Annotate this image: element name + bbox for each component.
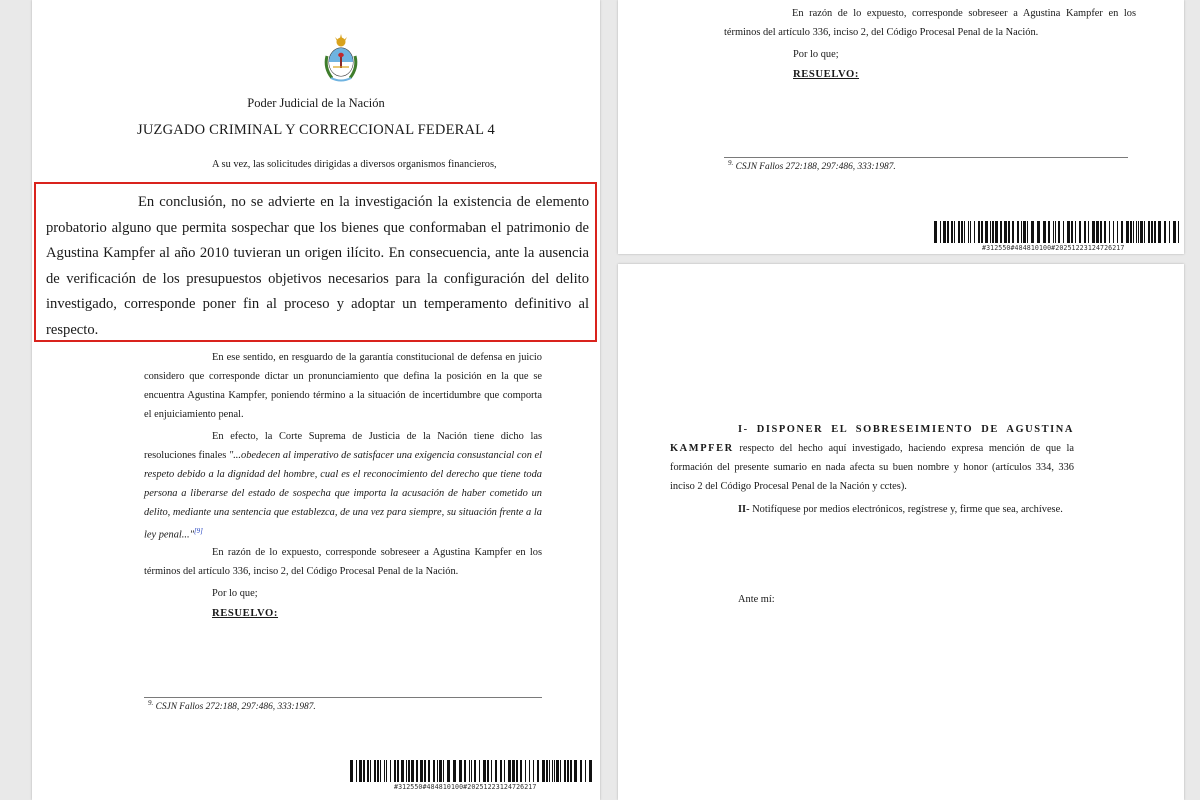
court-name: Poder Judicial de la Nación — [247, 96, 385, 110]
document-page-right-top — [618, 0, 1184, 254]
resuelvo-heading: RESUELVO: — [212, 608, 279, 619]
barcode-bar — [1179, 221, 1180, 243]
barcode — [350, 760, 592, 782]
resolution-item-1: I- DISPONER EL SOBRESEIMIENTO DE AGUSTINA KAMPFER respecto del hecho aquí investigado, haciendo expresa mención de que la formación del presente sumario en nada afecta su buen nombre y honor (artículos 334, 336 inciso 2 del Código Procesal Penal de la Nación y cctes). — [670, 424, 1074, 492]
court-title: JUZGADO CRIMINAL Y CORRECCIONAL FEDERAL 4 — [137, 122, 495, 138]
barcode-caption: #312550#484810100#20251223124726217 — [982, 244, 1125, 252]
resolution-item-2: II- Notifíquese por medios electrónicos, regístrese y, firme que sea, archívese. — [738, 504, 1063, 515]
partial-paragraph: A su vez, las solicitudes dirigidas a diversos organismos financieros, — [212, 159, 497, 170]
document-page-left — [32, 0, 600, 800]
footnote: $^{9.}$ CSJN Fallos 272:188, 297:486, 333:1987. — [728, 159, 896, 173]
paragraph-supreme-court: En efecto, la Corte Suprema de Justicia de la Nación tiene dicho las resoluciones finales "...obedecen al imperativo de satisfacer una exigencia consustancial con el respeto debido a la dignidad del hombre, cual es el reconocimiento del derecho que tiene toda persona a liberarse del estado de sospecha que importa la acusación de haber cometido un delito, mediante una sentencia que establezca, de una vez para siempre, su situación frente a la ley penal..."[9] — [144, 431, 542, 541]
barcode-caption: #312550#484810100#20251223124726217 — [394, 783, 537, 791]
ante-mi-text: Ante mí: — [738, 594, 775, 605]
highlighted-paragraph: En conclusión, no se advierte en la investigación la existencia de elemento probatorio alguno que permita sospechar que los bienes que conformaban el patrimonio de Agustina Kampfer al año 2010 tuvieran un origen ilícito. En consecuencia, ante la ausencia de verificación de los presupuestos objetivos necesarios para la configuración del delito investigado, corresponde poner fin al proceso y adoptar un temperamento definitivo al respecto. — [46, 194, 589, 338]
por-lo-que-text: Por lo que; — [212, 588, 258, 599]
highlighted-paragraph-box — [34, 182, 597, 342]
resuelvo-heading: RESUELVO: — [793, 69, 860, 80]
barcode — [934, 221, 1180, 243]
footnote-divider — [144, 697, 542, 698]
barcode-bar — [589, 760, 592, 782]
footnote-reference-link[interactable]: [9] — [193, 527, 203, 535]
footnote-divider — [724, 157, 1128, 158]
document-page-right-bottom — [618, 264, 1184, 800]
paragraph-defense-guarantee: En ese sentido, en resguardo de la garantía constitucional de defensa en juicio considero que corresponde dictar un pronunciamiento que defina la posición en la que se encuentra Agustina Kampfer, poniendo término a la situación de incertidumbre que comporta el enjuiciamiento penal. — [144, 352, 542, 420]
paragraph-conclusion: En razón de lo expuesto, corresponde sobreseer a Agustina Kampfer en los términos del artículo 336, inciso 2, del Código Procesal Penal de la Nación. — [144, 547, 542, 577]
por-lo-que-text: Por lo que; — [793, 49, 839, 60]
footnote: $^{9.}$ CSJN Fallos 272:188, 297:486, 333:1987. — [148, 699, 316, 713]
paragraph-conclusion: En razón de lo expuesto, corresponde sobreseer a Agustina Kampfer en los términos del artículo 336, inciso 2, del Código Procesal Penal de la Nación. — [724, 8, 1136, 38]
coat-of-arms-icon — [320, 34, 362, 84]
